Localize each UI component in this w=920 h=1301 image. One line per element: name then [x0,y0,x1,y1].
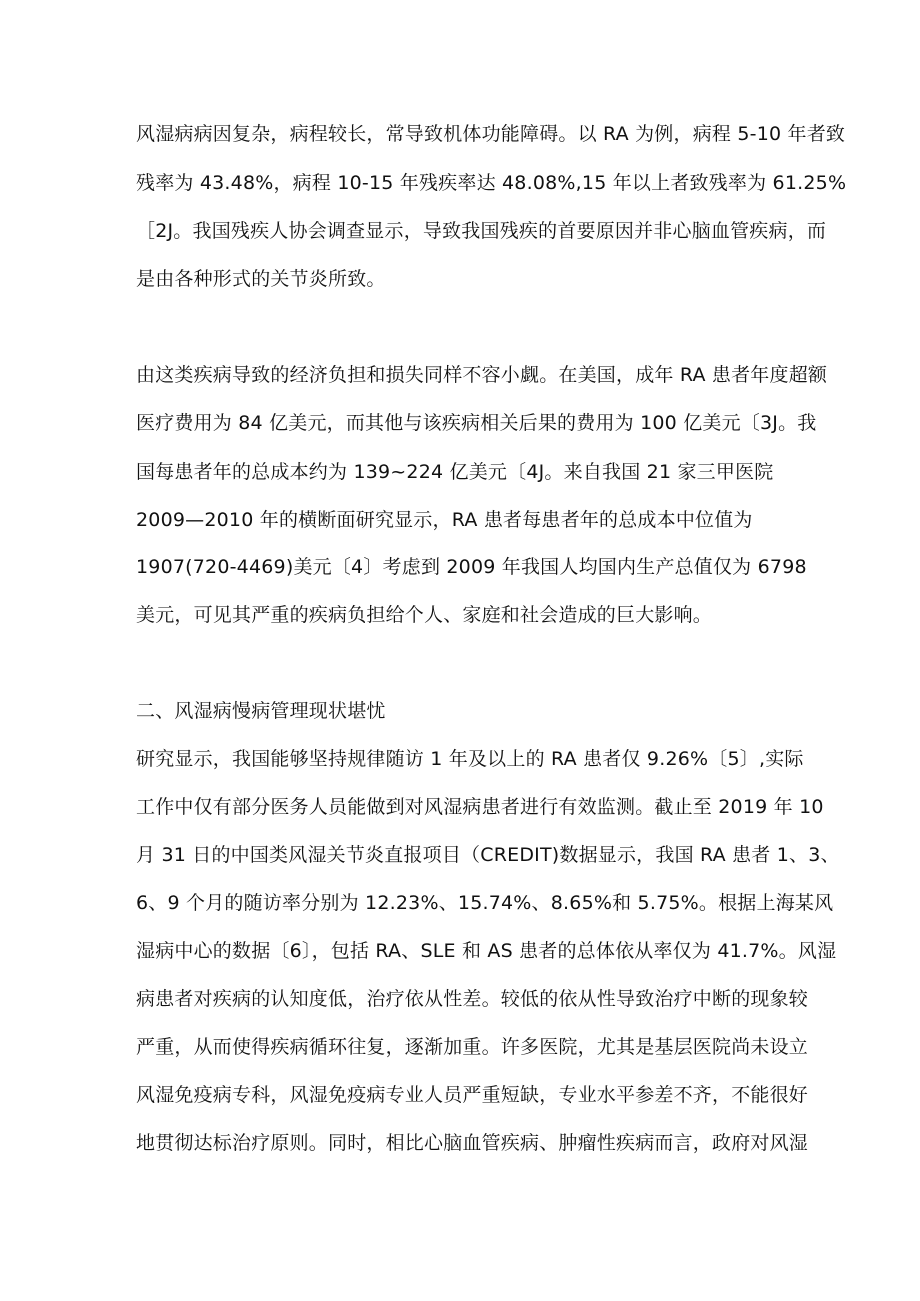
paragraph-2-line-5: 1907(720-4469)美元〔4〕考虑到 2009 年我国人均国内生产总值仅为 6798 [136,556,807,578]
section-paragraph-line-8: 风湿免疫病专科，风湿免疫病专业人员严重短缺，专业水平参差不齐，不能很好 [136,1084,809,1106]
section-paragraph-line-6: 病患者对疾病的认知度低，治疗依从性差。较低的依从性导致治疗中断的现象较 [136,988,809,1010]
section-heading: 二、风湿病慢病管理现状堪忧 [136,700,386,722]
section-paragraph-line-1: 研究显示，我国能够坚持规律随访 1 年及以上的 RA 患者仅 9.26%〔5〕,实际 [136,748,804,770]
section-paragraph-line-9: 地贯彻达标治疗原则。同时，相比心脑血管疾病、肿瘤性疾病而言，政府对风湿 [136,1132,809,1154]
section-paragraph-line-5: 湿病中心的数据〔6〕，包括 RA、SLE 和 AS 患者的总体依从率仅为 41.7%。风湿 [136,940,837,962]
paragraph-1-line-3: ［2J。我国残疾人协会调查显示，导致我国残疾的首要原因并非心脑血管疾病，而 [136,220,827,242]
paragraph-2-line-4: 2009—2010 年的横断面研究显示，RA 患者每患者年的总成本中位值为 [136,509,753,531]
paragraph-1-line-2: 残率为 43.48%，病程 10-15 年残疾率达 48.08%,15 年以上者致残率为 61.25% [136,172,847,194]
section-paragraph-line-7: 严重，从而使得疾病循环往复，逐渐加重。许多医院，尤其是基层医院尚未设立 [136,1036,809,1058]
section-paragraph-line-3: 月 31 日的中国类风湿关节炎直报项目（CREDIT)数据显示，我国 RA 患者 1、3、 [136,844,840,866]
paragraph-2-line-1: 由这类疾病导致的经济负担和损失同样不容小觑。在美国，成年 RA 患者年度超额 [136,364,828,386]
paragraph-2-line-3: 国每患者年的总成本约为 139~224 亿美元〔4J。来自我国 21 家三甲医院 [136,461,774,483]
paragraph-1-line-4: 是由各种形式的关节炎所致。 [136,268,386,290]
section-paragraph-line-2: 工作中仅有部分医务人员能做到对风湿病患者进行有效监测。截止至 2019 年 10 [136,796,824,818]
paragraph-2-line-2: 医疗费用为 84 亿美元，而其他与该疾病相关后果的费用为 100 亿美元〔3J。我 [136,412,817,434]
paragraph-2-line-6: 美元，可见其严重的疾病负担给个人、家庭和社会造成的巨大影响。 [136,604,713,626]
paragraph-1-line-1: 风湿病病因复杂，病程较长，常导致机体功能障碍。以 RA 为例，病程 5-10 年者致 [136,123,846,145]
section-paragraph-line-4: 6、9 个月的随访率分别为 12.23%、15.74%、8.65%和 5.75%。根据上海某风 [136,892,834,914]
